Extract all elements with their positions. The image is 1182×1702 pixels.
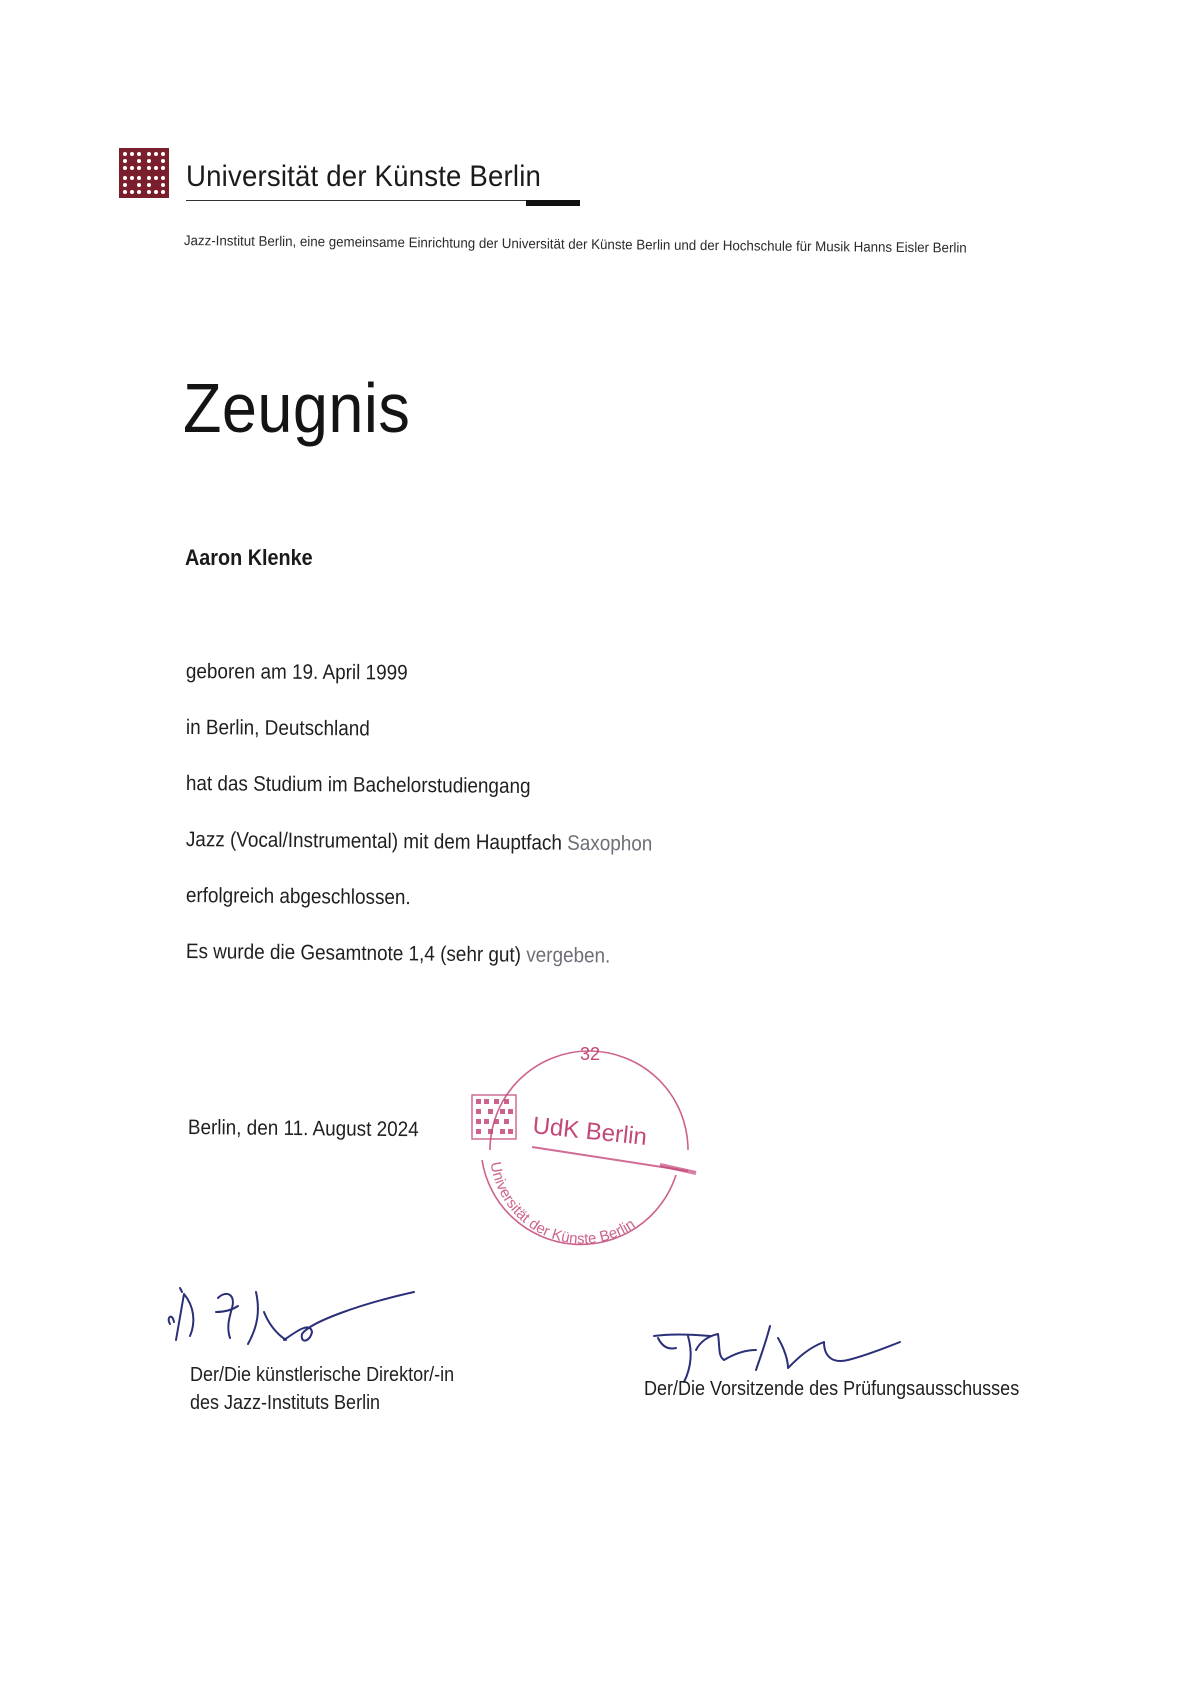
stamp-number: 32: [579, 1044, 601, 1064]
official-stamp: [460, 1025, 700, 1255]
university-name: Universität der Künste Berlin: [186, 160, 542, 193]
completion-line: erfolgreich abgeschlossen.: [185, 884, 411, 910]
institute-subtitle: Jazz-Institut Berlin, eine gemeinsame Einrichtung der Universität der Künste Berlin und der Hochschule für Musik Hanns Eisler Berlin: [183, 232, 967, 256]
udk-logo-icon: [119, 148, 169, 198]
major-text: Saxophon: [567, 831, 653, 856]
place-date: Berlin, den 11. August 2024: [187, 1116, 419, 1142]
grade-line: [186, 940, 611, 969]
birthplace-line: in Berlin, Deutschland: [185, 716, 370, 741]
header-rule-accent: [526, 200, 580, 206]
program-line: [186, 828, 653, 857]
director-signature: [160, 1282, 420, 1362]
director-caption-1: Der/Die künstlerische Direktor/-in: [190, 1364, 455, 1386]
stamp-label: UdK Berlin: [531, 1112, 649, 1151]
birth-date-line: geboren am 19. April 1999: [185, 660, 408, 685]
graduate-name: Aaron Klenke: [185, 545, 313, 570]
grade-tail: vergeben.: [526, 943, 611, 968]
header-rule: [186, 200, 526, 201]
program-text: Jazz (Vocal/Instrumental) mit dem Hauptfach: [185, 828, 568, 855]
grade-text: Es wurde die Gesamtnote 1,4 (sehr gut): [185, 940, 527, 967]
director-caption-2: des Jazz-Instituts Berlin: [190, 1392, 381, 1414]
study-line: hat das Studium im Bachelorstudiengang: [185, 772, 531, 799]
chair-caption: Der/Die Vorsitzende des Prüfungsausschusses: [644, 1378, 1020, 1400]
stamp-logo-icon: [472, 1095, 516, 1139]
stamp-ring-text: Universität der Künste Berlin: [486, 1160, 639, 1248]
document-title: Zeugnis: [183, 369, 411, 447]
